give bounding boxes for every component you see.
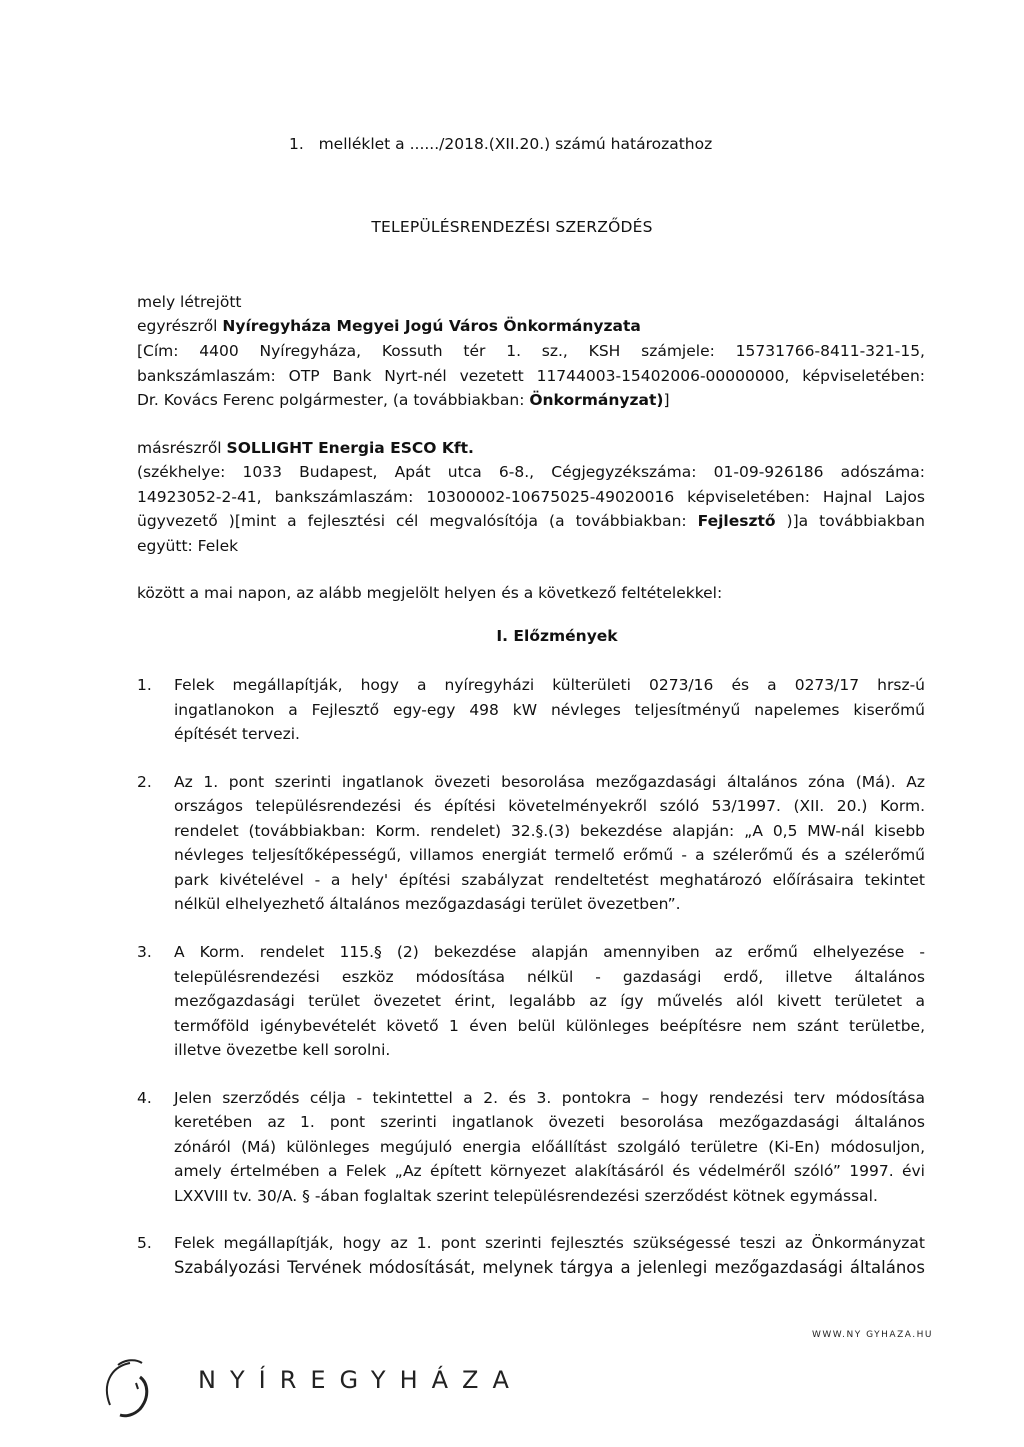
footer-logo-text: NYÍREGYHÁZA [198, 1366, 523, 1394]
item-line: illetve övezetbe kell sorolni. [174, 1041, 391, 1059]
item-number: 4. [137, 1089, 152, 1107]
party1-rep-text: Dr. Kovács Ferenc polgármester, (a továbbiakban: [137, 391, 530, 409]
item-line: országos településrendezési és építési követelményekről szóló 53/1997. (XII. 20.) Korm. [174, 797, 925, 815]
party1-short-name: Önkormányzat) [529, 391, 664, 409]
item-number: 5. [137, 1234, 152, 1252]
section-heading: I. Előzmények [496, 627, 618, 645]
item-line: településrendezési eszköz módosítása nélkül - gazdasági erdő, illetve általános [174, 968, 925, 986]
party2-address: (székhelye: 1033 Budapest, Apát utca 6-8., Cégjegyzékszáma: 01-09-926186 adószáma: [137, 463, 925, 481]
party2-short-name: Fejlesztő [697, 512, 776, 530]
item-line: Felek megállapítják, hogy a nyíregyházi külterületi 0273/16 és a 0273/17 hrsz-ú [174, 676, 925, 694]
item-line: Az 1. pont szerinti ingatlanok övezeti besorolása mezőgazdasági általános zóna (Má). Az [174, 773, 925, 791]
party1-bank: bankszámlaszám: OTP Bank Nyrt-nél vezetett 11744003-15402006-00000000, képviseletében: [137, 367, 925, 385]
annex-reference: 1. melléklet a ....../2018.(XII.20.) számú határozathoz [289, 135, 713, 153]
party2-bank: 14923052-2-41, bankszámlaszám: 10300002-10675025-49020016 képviseletében: Hajnal Lajos [137, 488, 925, 506]
intro-line: mely létrejött [137, 293, 242, 311]
item-line: park kivételével - a hely' építési szabályzat rendeltetést meghatározó előírásaira tekintet [174, 871, 925, 889]
item-line: Felek megállapítják, hogy az 1. pont szerinti fejlesztés szükségessé teszi az Önkormányzat [174, 1234, 925, 1252]
party2-role [137, 511, 925, 531]
party2-name: SOLLIGHT Energia ESCO Kft. [226, 439, 474, 457]
party1-line [137, 316, 641, 336]
item-line: építését tervezi. [174, 725, 300, 743]
item-line: mezőgazdasági terület övezetet érint, legalább az így művelés alól kivett területet a [174, 992, 925, 1010]
document-title: TELEPÜLÉSRENDEZÉSI SZERZŐDÉS [371, 218, 653, 236]
item-line: Jelen szerződés célja - tekintettel a 2. és 3. pontokra – hogy rendezési terv módosítása [174, 1089, 925, 1107]
item-line: A Korm. rendelet 115.§ (2) bekezdése alapján amennyiben az erőmű elhelyezése - [174, 943, 925, 961]
footer-url: WWW.NY GYHAZA.HU [812, 1330, 933, 1340]
item-line: keretében az 1. pont szerinti ingatlanok övezeti besorolása mezőgazdasági általános [174, 1113, 925, 1131]
item-line: Szabályozási Tervének módosítását, melynek tárgya a jelenlegi mezőgazdasági általános [174, 1258, 925, 1277]
item-line: termőföld igénybevételét követő 1 éven belül különleges beépítésre nem szánt területbe, [174, 1017, 925, 1035]
item-line: LXXVIII tv. 30/A. § -ában foglaltak szerint településrendezési szerződést kötnek egymással. [174, 1187, 878, 1205]
item-line: ingatlanokon a Fejlesztő egy-egy 498 kW névleges teljesítményű napelemes kiserőmű [174, 701, 925, 719]
between-clause: között a mai napon, az alább megjelölt helyen és a következő feltételekkel: [137, 584, 723, 602]
item-number: 1. [137, 676, 152, 694]
party2-prefix: másrészről [137, 439, 227, 457]
party2-role-text: ügyvezető )[mint a fejlesztési cél megvalósítója (a továbbiakban: [137, 512, 698, 530]
party1-address: [Cím: 4400 Nyíregyháza, Kossuth tér 1. sz., KSH számjele: 15731766-8411-321-15, [137, 342, 925, 360]
item-line: nélkül elhelyezhető általános mezőgazdasági terület övezetben”. [174, 895, 681, 913]
item-number: 3. [137, 943, 152, 961]
party1-representative [137, 390, 670, 410]
item-number: 2. [137, 773, 152, 791]
party2-line [137, 438, 474, 458]
item-line: zónáról (Má) különleges megújuló energia előállítást szolgáló területre (Ki-En) módosuljon, [174, 1138, 925, 1156]
party1-name: Nyíregyháza Megyei Jogú Város Önkormányzata [222, 317, 641, 335]
nyiregyhaza-logo-icon [100, 1355, 180, 1429]
item-line: rendelet (továbbiakban: Korm. rendelet) 32.§.(3) bekezdése alapján: „A 0,5 MW-nál kisebb [174, 822, 925, 840]
item-line: névleges teljesítőképességű, villamos energiát termelő erőmű - a szélerőmű és a szélerőmű [174, 846, 925, 864]
party2-role-suffix: )]a továbbiakban [775, 512, 925, 530]
party1-prefix: egyrészről [137, 317, 223, 335]
item-line: amely értelmében a Felek „Az épített környezet alakításáról és védelméről szóló” 1997. évi [174, 1162, 925, 1180]
party1-rep-suffix: ] [663, 391, 670, 409]
parties-together: együtt: Felek [137, 537, 239, 555]
